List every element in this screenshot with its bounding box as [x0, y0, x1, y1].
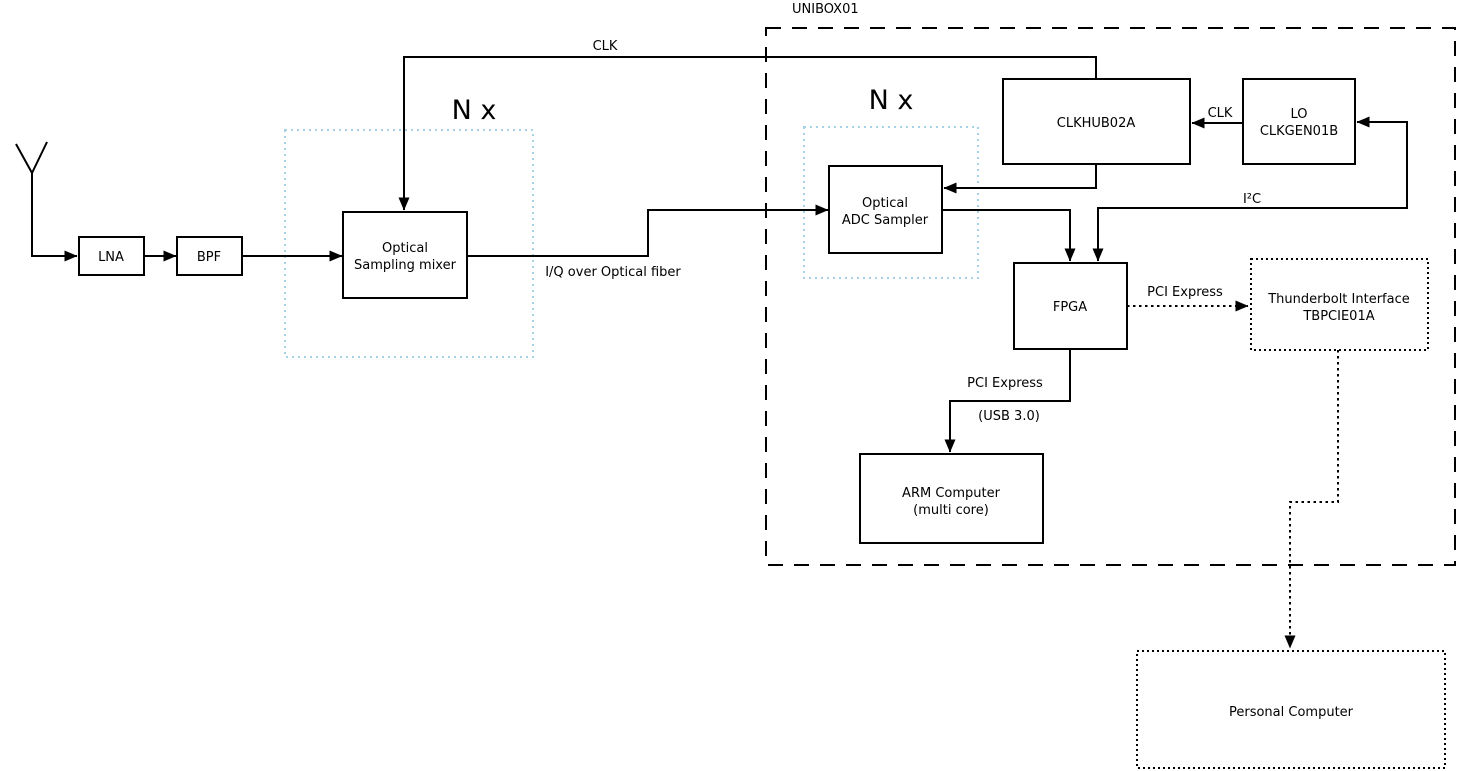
adc-label-line1: Optical — [862, 196, 908, 211]
arm-label-line1: ARM Computer — [902, 486, 1000, 501]
personal-computer-label: Personal Computer — [1228, 705, 1354, 720]
nx-left-group-label: N x — [451, 95, 497, 126]
nx-right-group-label: N x — [868, 85, 914, 116]
thunderbolt-label-line1: Thunderbolt Interface — [1268, 292, 1410, 307]
usb-edge-label: (USB 3.0) — [978, 409, 1040, 424]
clk-top-edge-label: CLK — [592, 39, 618, 54]
lna-label: LNA — [98, 250, 124, 265]
fpga-label: FPGA — [1052, 300, 1088, 315]
i2c-edge-label: I²C — [1242, 192, 1262, 207]
clk-lo-edge-label: CLK — [1207, 106, 1233, 121]
mixer-label-line1: Optical — [382, 241, 428, 256]
thunderbolt-label-line2: TBPCIE01A — [1303, 309, 1375, 324]
edge-mixer-to-adc — [467, 210, 828, 256]
edge-adc-to-fpga — [942, 210, 1070, 261]
edge-antenna-to-lna — [32, 172, 77, 256]
adc-label-line2: ADC Sampler — [841, 213, 929, 228]
antenna-icon — [16, 142, 47, 173]
arm-label-line2: (multi core) — [913, 503, 989, 518]
pcie-thunderbolt-edge-label: PCI Express — [1147, 285, 1223, 300]
iq-fiber-edge-label: I/Q over Optical fiber — [545, 265, 681, 280]
unibox01-group-label: UNIBOX01 — [792, 2, 859, 17]
clkhub02a-label: CLKHUB02A — [1056, 116, 1136, 131]
pcie-arm-edge-label: PCI Express — [967, 376, 1043, 391]
lo-label-line2: CLKGEN01B — [1259, 124, 1339, 139]
edge-thunderbolt-to-pc — [1290, 350, 1338, 648]
edge-clkhub-to-adc — [944, 164, 1096, 188]
edge-fpga-to-arm — [950, 349, 1070, 452]
mixer-label-line2: Sampling mixer — [354, 258, 456, 273]
lo-label-line1: LO — [1290, 107, 1308, 122]
bpf-label: BPF — [196, 250, 222, 265]
